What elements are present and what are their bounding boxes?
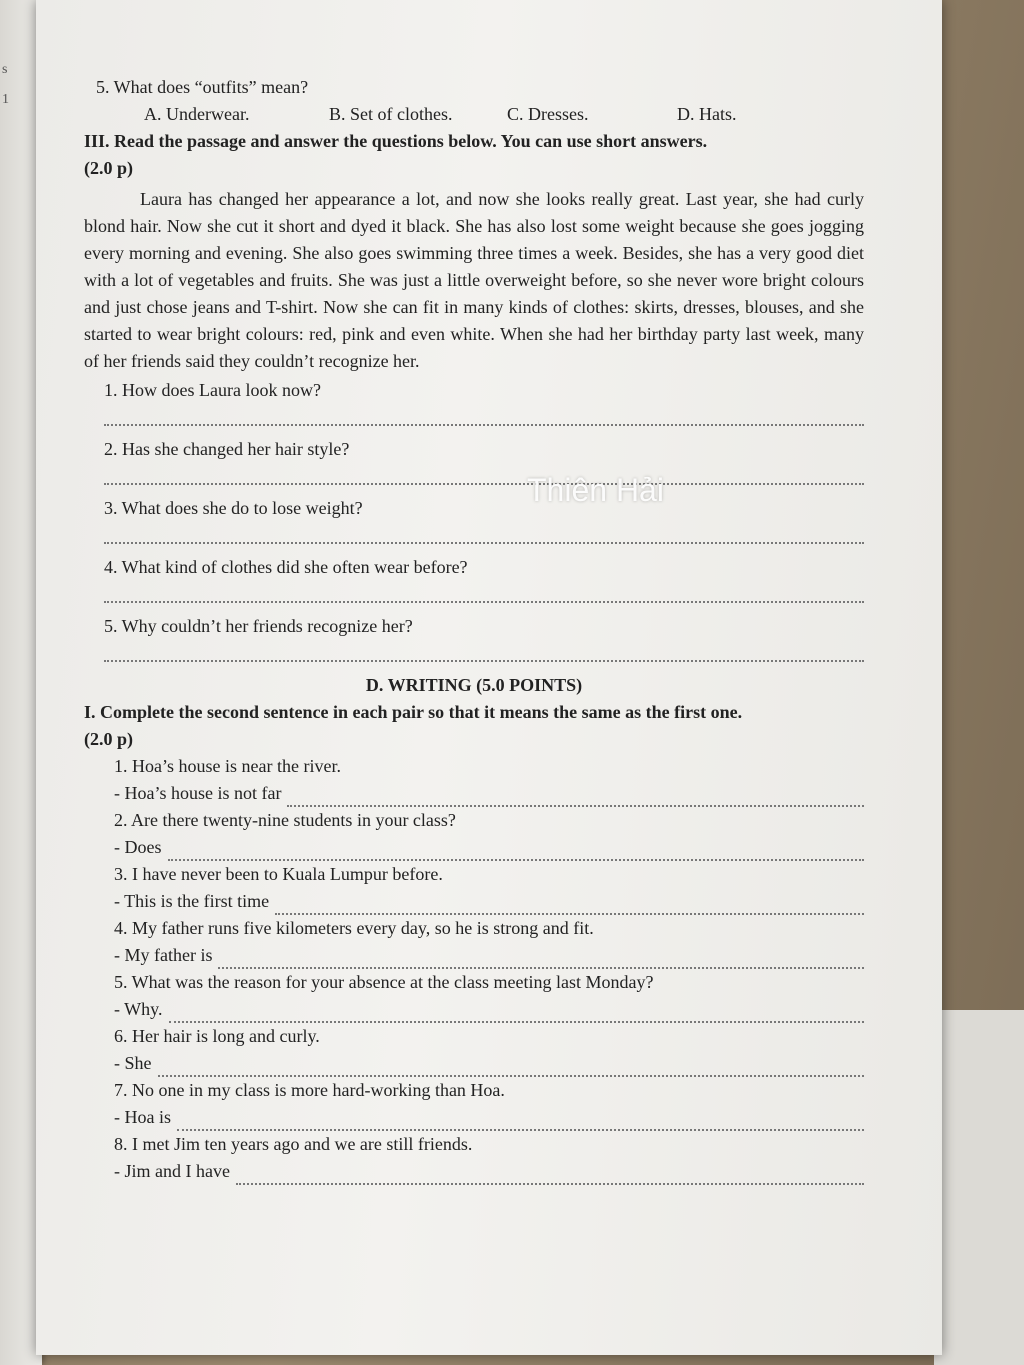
reading-question-4: 4. What kind of clothes did she often wear before? <box>104 557 468 577</box>
watermark-text: Thiên Hải <box>527 472 664 508</box>
reading-question-1: 1. How does Laura look now? <box>104 380 321 400</box>
writing-start-3: - This is the first time <box>114 891 270 911</box>
adjacent-page <box>934 1010 1024 1365</box>
writing-answer-8 <box>114 1158 864 1185</box>
writing-prompt-8: 8. I met Jim ten years ago and we are still friends. <box>114 1134 473 1154</box>
writing-answer-6 <box>114 1050 864 1077</box>
writing-answer-7 <box>114 1104 864 1131</box>
reading-question-3: 3. What does she do to lose weight? <box>104 498 363 518</box>
reading-question-5: 5. Why couldn’t her friends recognize her? <box>104 616 413 636</box>
writing-fill-8[interactable] <box>236 1165 864 1185</box>
reading-points: (2.0 p) <box>84 158 133 178</box>
writing-prompt-2: 2. Are there twenty-nine students in your class? <box>114 810 456 830</box>
reading-passage <box>84 186 864 375</box>
writing-fill-6[interactable] <box>158 1057 865 1077</box>
writing-prompt-1: 1. Hoa’s house is near the river. <box>114 756 341 776</box>
writing-answer-3 <box>114 888 864 915</box>
writing-start-4: - My father is <box>114 945 213 965</box>
writing-start-7: - Hoa is <box>114 1107 171 1127</box>
reading-heading: III. Read the passage and answer the questions below. You can use short answers. <box>84 131 708 151</box>
prev-question-5: 5. What does “outfits” mean? <box>96 77 309 97</box>
writing-start-2: - Does <box>114 837 162 857</box>
writing-fill-1[interactable] <box>287 787 864 807</box>
writing-prompt-7: 7. No one in my class is more hard-working than Hoa. <box>114 1080 505 1100</box>
reading-question-2: 2. Has she changed her hair style? <box>104 439 350 459</box>
option-d: D. Hats. <box>677 104 737 124</box>
writing-answer-2 <box>114 834 864 861</box>
writing-title: D. WRITING (5.0 POINTS) <box>365 675 583 695</box>
writing-heading: I. Complete the second sentence in each pair so that it means the same as the first one. <box>84 702 743 722</box>
writing-start-1: - Hoa’s house is not far <box>114 783 282 803</box>
writing-prompt-4: 4. My father runs five kilometers every day, so he is strong and fit. <box>114 918 594 938</box>
writing-start-8: - Jim and I have <box>114 1161 230 1181</box>
answer-line-2[interactable] <box>104 463 864 485</box>
sheet-content <box>84 74 864 1185</box>
answer-line-4[interactable] <box>104 581 864 603</box>
writing-fill-2[interactable] <box>168 841 865 861</box>
writing-start-6: - She <box>114 1053 152 1073</box>
writing-answer-5 <box>114 996 864 1023</box>
writing-fill-4[interactable] <box>218 949 864 969</box>
option-a: A. Underwear. <box>144 104 250 124</box>
writing-prompt-6: 6. Her hair is long and curly. <box>114 1026 320 1046</box>
page-edge-marks: s 1 <box>2 62 9 107</box>
writing-fill-5[interactable] <box>169 1003 865 1023</box>
option-b: B. Set of clothes. <box>329 104 453 124</box>
writing-start-5: - Why. <box>114 999 163 1019</box>
writing-answer-1 <box>114 780 864 807</box>
writing-prompt-5: 5. What was the reason for your absence at the class meeting last Monday? <box>114 972 654 992</box>
answer-line-3[interactable] <box>104 522 864 544</box>
writing-points: (2.0 p) <box>84 729 133 749</box>
answer-line-5[interactable] <box>104 640 864 662</box>
passage-text: Laura has changed her appearance a lot, and now she looks really great. Last year, she had curly blond hair. Now she cut it short and dyed it black. She has also lost some weight because she goes jogging every morning and evening. She also goes swimming three times a week. Besides, she has a very good diet with a lot of vegetables and fruits. She was just a little overweight before, so she never wore bright colours and just chose jeans and T-shirt. Now she can fit in many kinds of clothes: skirts, dresses, blouses, and she started to wear bright colours: red, pink and even white. When she had her birthday party last week, many of her friends said they couldn’t recognize her. <box>84 189 864 371</box>
answer-line-1[interactable] <box>104 404 864 426</box>
exam-sheet <box>36 0 942 1355</box>
writing-answer-4 <box>114 942 864 969</box>
option-c: C. Dresses. <box>507 104 589 124</box>
writing-fill-3[interactable] <box>275 895 864 915</box>
prev-question-options <box>144 101 864 128</box>
writing-prompt-3: 3. I have never been to Kuala Lumpur before. <box>114 864 443 884</box>
writing-fill-7[interactable] <box>177 1111 864 1131</box>
